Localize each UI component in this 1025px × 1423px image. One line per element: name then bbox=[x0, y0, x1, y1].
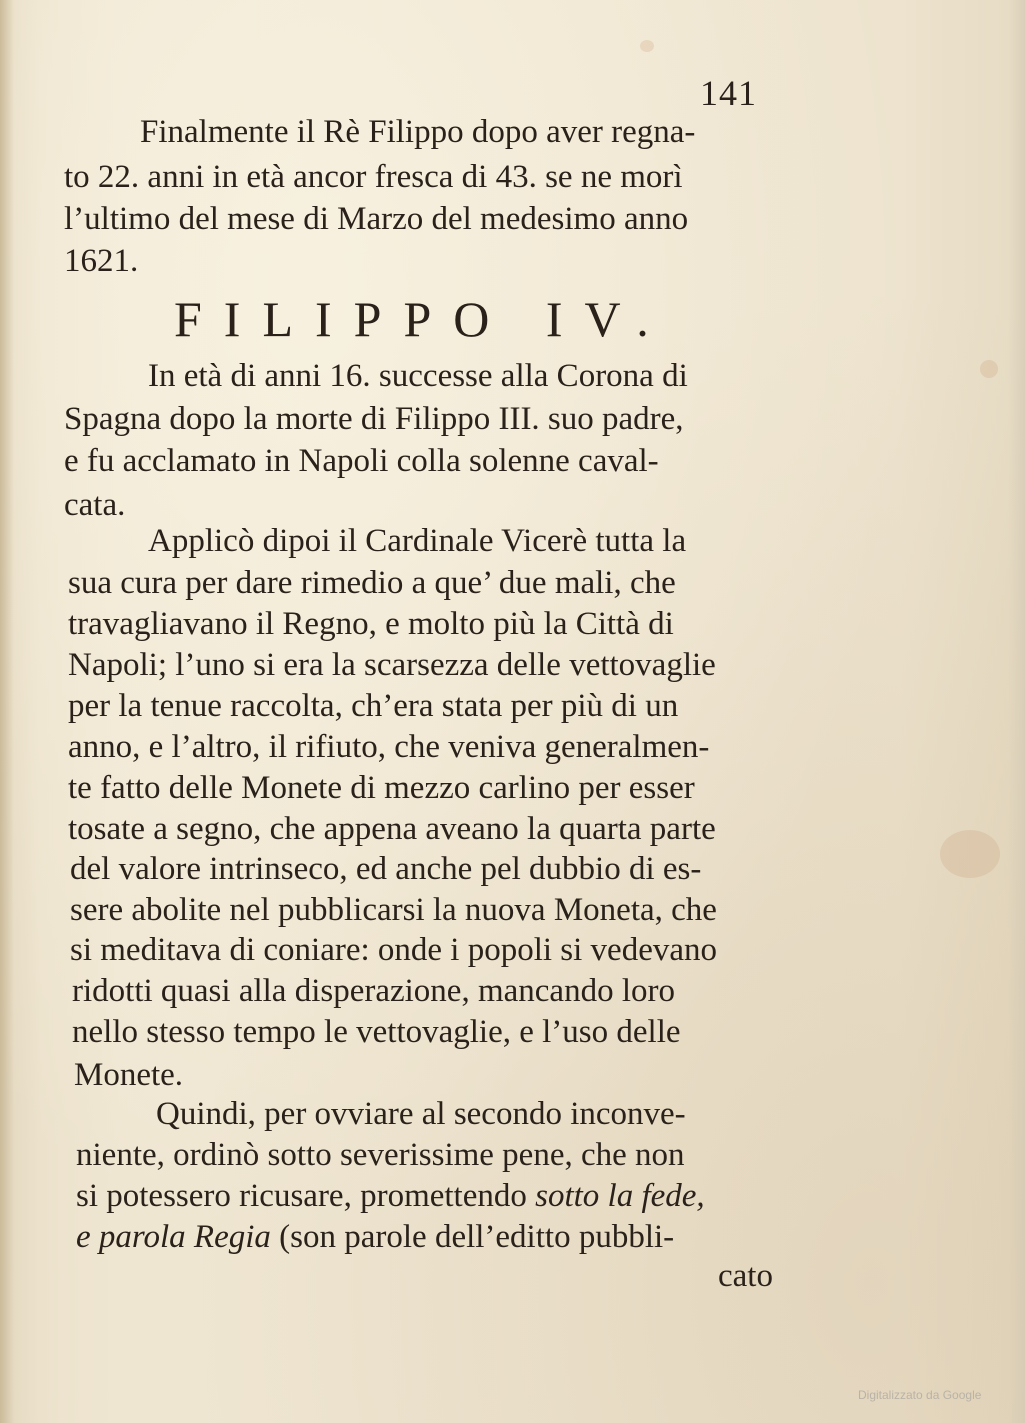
text-line: ridotti quasi alla disperazione, mancando loro bbox=[72, 973, 675, 1009]
text-line: 1621. bbox=[64, 243, 139, 279]
paper-stain bbox=[980, 360, 998, 378]
text-line: niente, ordinò sotto severissime pene, che non bbox=[76, 1137, 685, 1173]
text-line: Spagna dopo la morte di Filippo III. suo padre, bbox=[64, 401, 684, 437]
text-line: per la tenue raccolta, ch’era stata per più di un bbox=[68, 688, 679, 724]
text-line: nello stesso tempo le vettovaglie, e l’uso delle bbox=[72, 1014, 681, 1050]
italic-text: sotto la fede, bbox=[535, 1178, 705, 1214]
text-segment: si potessero ricusare, promettendo bbox=[76, 1178, 536, 1214]
page-right-edge bbox=[1008, 0, 1025, 1423]
text-line bbox=[76, 1176, 705, 1216]
italic-text: e parola Regia bbox=[76, 1219, 271, 1255]
text-line bbox=[76, 1217, 674, 1257]
catchword: cato bbox=[718, 1258, 773, 1294]
text-segment: (son parole dell’editto pubbli- bbox=[270, 1219, 675, 1255]
watermark: Digitalizzato da Google bbox=[858, 1388, 982, 1402]
text-line: Napoli; l’uno si era la scarsezza delle vettovaglie bbox=[68, 647, 716, 683]
paper-stain bbox=[940, 830, 1000, 878]
section-heading: FILIPPO IV. bbox=[174, 291, 671, 347]
text-line: l’ultimo del mese di Marzo del medesimo anno bbox=[64, 201, 689, 237]
text-line: sere abolite nel pubblicarsi la nuova Moneta, che bbox=[70, 892, 717, 928]
text-line: tosate a segno, che appena aveano la quarta parte bbox=[68, 811, 716, 847]
text-line: Monete. bbox=[74, 1057, 184, 1093]
page-number: 141 bbox=[700, 73, 757, 113]
text-line: Applicò dipoi il Cardinale Vicerè tutta la bbox=[148, 523, 687, 559]
text-line: Finalmente il Rè Filippo dopo aver regna- bbox=[140, 114, 696, 150]
text-line: cata. bbox=[64, 487, 126, 523]
text-line: travagliavano il Regno, e molto più la Città di bbox=[68, 606, 674, 642]
text-line: Quindi, per ovviare al secondo inconve- bbox=[156, 1096, 686, 1132]
text-line: to 22. anni in età ancor fresca di 43. se ne morì bbox=[64, 159, 683, 195]
text-line: te fatto delle Monete di mezzo carlino per esser bbox=[68, 770, 695, 806]
text-line: si meditava di coniare: onde i popoli si vedevano bbox=[70, 932, 717, 968]
text-line: sua cura per dare rimedio a que’ due mali, che bbox=[68, 565, 676, 601]
text-line: anno, e l’altro, il rifiuto, che veniva generalmen- bbox=[68, 729, 710, 765]
text-line: In età di anni 16. successe alla Corona di bbox=[148, 358, 688, 394]
page-left-edge bbox=[0, 0, 14, 1423]
paper-stain bbox=[640, 40, 654, 52]
text-line: del valore intrinseco, ed anche pel dubbio di es- bbox=[70, 851, 702, 887]
text-line: e fu acclamato in Napoli colla solenne caval- bbox=[64, 443, 659, 479]
